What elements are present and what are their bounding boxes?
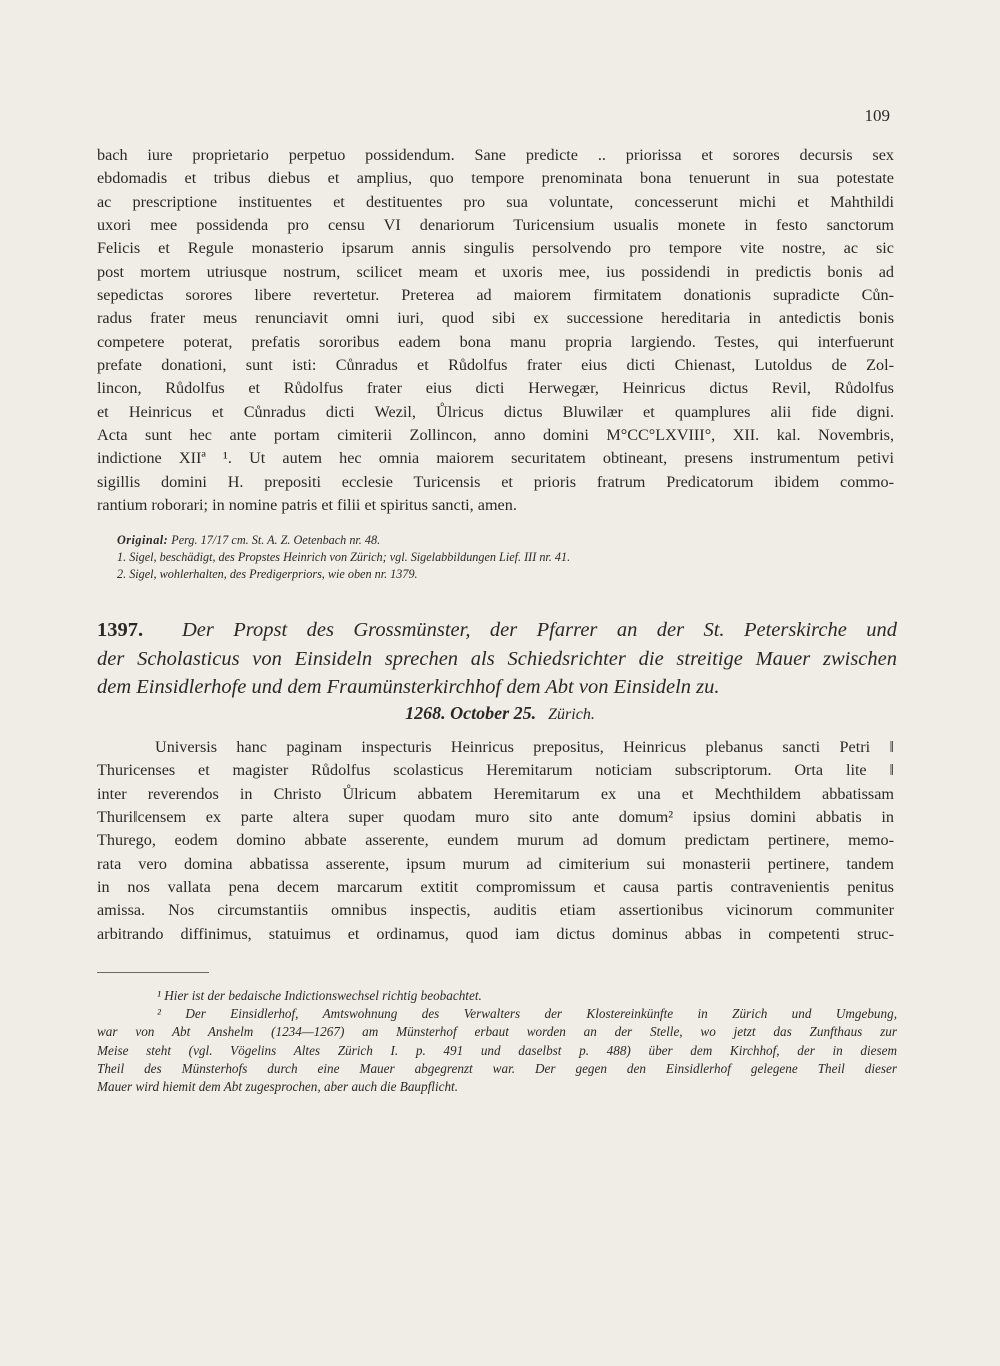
page-number: 109: [864, 106, 890, 125]
footnote-1: ¹ Hier ist der bedaische Indictionswechsel richtig beobachtet.: [157, 988, 482, 1003]
text-line: lincon, Růdolfus et Růdolfus frater eius dicti Herwegær, Heinricus dictus Revil, Růdolfus: [97, 379, 894, 398]
text-line: ac prescriptione instituentes et destituentes pro sua voluntate, concesserunt michi et Mahthildi: [97, 192, 894, 211]
text-line: uxori mee possidenda pro censu VI denariorum Turicensium usualis monete in festo sanctorum: [97, 216, 894, 235]
text-line: Thuricenses et magister Růdolfus scolasticus Heremitarum noticiam subscriptorum. Orta lite ‖: [97, 761, 894, 780]
source-line: [117, 532, 857, 549]
text-line: Acta sunt hec ante portam cimiterii Zollincon, anno domini M°CC°LXVIII°, XII. kal. Novembris,: [97, 426, 894, 445]
date-year-day: 1268. October 25.: [405, 703, 537, 723]
text-line: sepedictas sorores libere revertetur. Preterea ad maiorem firmitatem donationis supradicte Cůn-: [97, 286, 894, 305]
charter-number: 1397.: [97, 619, 144, 641]
text-line: bach iure proprietario perpetuo possidendum. Sane predicte .. priorissa et sorores decursis sex: [97, 146, 894, 164]
charter-text-continued: [97, 144, 894, 518]
footnote-2-line: war von Abt Anshelm (1234—1267) am Münsterhof erbaut worden an der Stelle, wo jetzt das Zunfthaus zur: [97, 1024, 897, 1040]
source-label: Original:: [117, 533, 169, 547]
source-reference: Perg. 17/17 cm. St. A. Z. Oetenbach nr. 48.: [171, 533, 381, 547]
text-line: in nos vallata pena decem marcarum extitit compromissum et causa partis contravenientis penitus: [97, 878, 894, 897]
text-line: et Heinricus et Cůnradus dicti Wezil, Ůlricus dictus Bluwilær et quamplures alii fide digni.: [97, 402, 894, 421]
text-line: arbitrando diffinimus, statuimus et ordinamus, quod iam dictus dominus abbas in competenti struc-: [97, 924, 894, 943]
text-line: prefate donationi, sunt isti: Cůnradus et Růdolfus frater eius dicti Chienast, Lutoldus de Zol-: [97, 356, 894, 375]
text-line: Thuri‖censem ex parte altera super quodam muro sito ante domum² ipsius domini abbatis in: [97, 808, 894, 827]
date-place: Zürich.: [548, 706, 595, 723]
charter-date: [300, 703, 700, 724]
text-line: Universis hanc paginam inspecturis Heinricus prepositus, Heinricus plebanus sancti Petri ‖: [155, 738, 894, 756]
text-line: Thurego, eodem domino abbate asserente, eundem murum ad domum predictam pertinere, memo-: [97, 831, 894, 850]
footnote-divider: [97, 972, 209, 973]
text-line: indictione XIIª ¹. Ut autem hec omnia maiorem securitatem obtineant, presens instrumentum petivi: [97, 449, 894, 468]
seal-note-2: 2. Sigel, wohlerhalten, des Predigerpriors, wie oben nr. 1379.: [117, 567, 418, 581]
footnote-2-line: Mauer wird hiemit dem Abt zugesprochen, aber auch die Baupflicht.: [97, 1079, 459, 1095]
footnote-2-line: Meise steht (vgl. Vögelins Altes Zürich I. p. 491 und daselbst p. 488) über dem Kirchhof, der in diesem: [97, 1042, 897, 1058]
heading-text: Der Propst des Grossmünster, der Pfarrer an der St. Peterskirche und: [181, 619, 897, 641]
text-line: sigillis domini H. prepositi ecclesie Turicensis et prioris fratrum Predicatorum ibidem commo-: [97, 472, 894, 491]
text-line: post mortem utriusque nostrum, scilicet meam et uxoris mee, ius possidendi in predictis bonis ad: [97, 262, 894, 281]
text-line: competere poterat, prefatis sororibus eadem bona manu propria largiendo. Testes, qui interfuerunt: [97, 332, 894, 351]
text-line: inter reverendos in Christo Ůlricum abbatem Heremitarum ex una et Mechthildem abbatissam: [97, 784, 894, 803]
heading-line: dem Einsidlerhofe und dem Fraumünsterkirchhof dem Abt von Einsideln zu.: [97, 676, 720, 698]
charter-heading: [97, 616, 897, 702]
text-line: amissa. Nos circumstantiis omnibus inspectis, auditis etiam assertionibus vicinorum communiter: [97, 901, 894, 920]
footnotes: [97, 987, 897, 1096]
footnote-2: ² Der Einsidlerhof, Amtswohnung des Verwalters der Klostereinkünfte in Zürich und Umgebung,: [157, 1006, 897, 1022]
heading-line: der Scholasticus von Einsideln sprechen als Schiedsrichter die streitige Mauer zwischen: [97, 647, 897, 670]
seal-note-1: 1. Sigel, beschädigt, des Propstes Heinrich von Zürich; vgl. Sigelabbildungen Lief. III nr. 41.: [117, 550, 571, 564]
charter-text: [97, 736, 894, 946]
text-line: Felicis et Regule monasterio ipsarum annis singulis persolvendo pro tempore vite nostre, ac sic: [97, 239, 894, 258]
text-line: ebdomadis et tribus diebus et amplius, quo tempore prenominata bona tenuerunt in sua potestate: [97, 169, 894, 188]
heading-line: [97, 616, 897, 645]
footnote-2-line: Theil des Münsterhofs durch eine Mauer abgegrenzt war. Der gegen den Einsidlerhof gelegene Theil dieser: [97, 1060, 897, 1076]
source-notes: [117, 532, 857, 583]
text-line: rantium roborari; in nomine patris et filii et spiritus sancti, amen.: [97, 496, 517, 515]
text-line: rata vero domina abbatissa asserente, ipsum murum ad cimiterium sui monasterii pertinere, tandem: [97, 854, 894, 873]
text-line: radus frater meus renunciavit omni iuri, quod sibi ex successione hereditaria in antedictis bonis: [97, 309, 894, 328]
